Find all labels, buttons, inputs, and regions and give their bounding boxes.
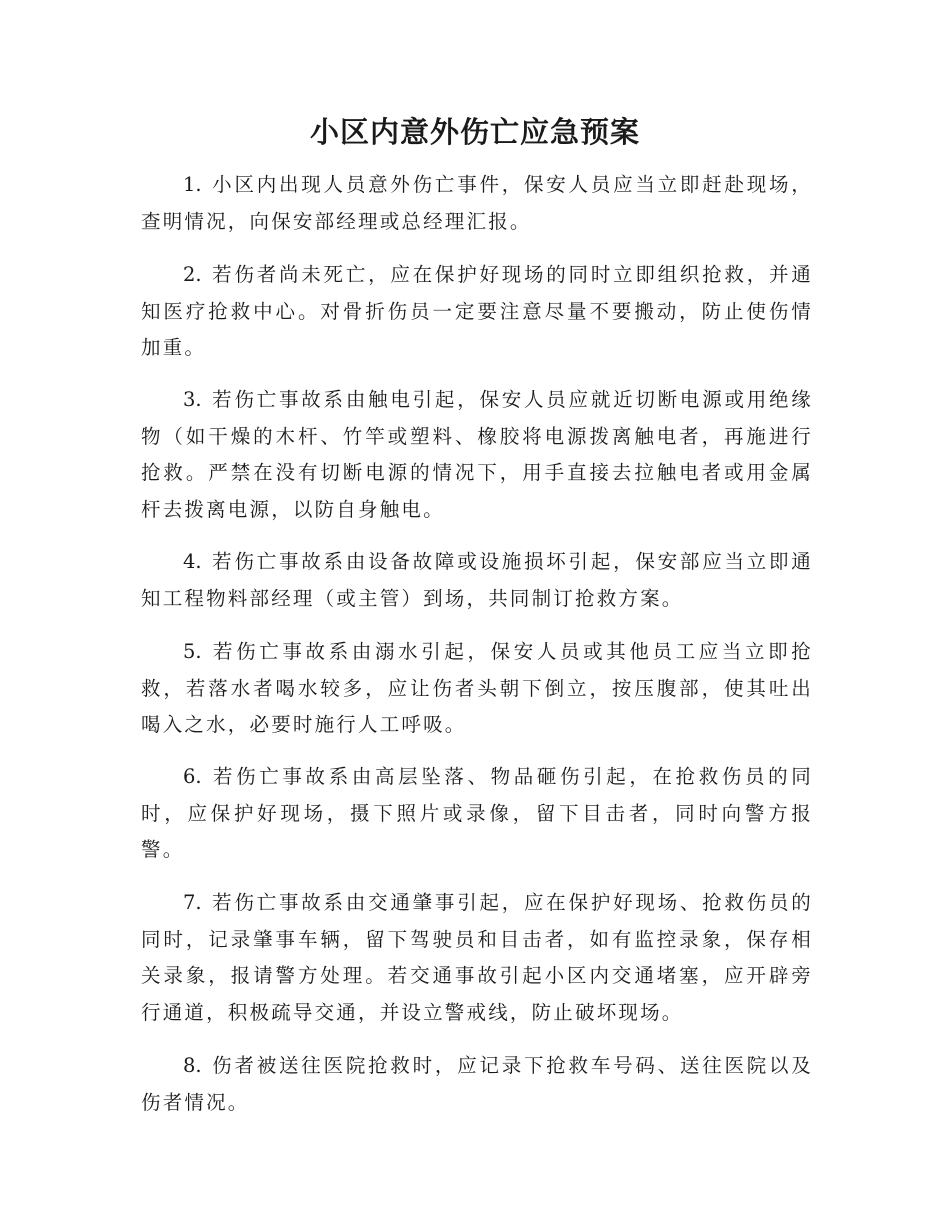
document-title: 小区内意外伤亡应急预案 (309, 115, 640, 149)
paragraph-number: 3. (183, 388, 202, 411)
paragraph-number: 7. (183, 891, 202, 914)
paragraph-number: 8. (183, 1054, 202, 1077)
paragraph-text: 若伤亡事故系由高层坠落、物品砸伤引起，在抢救伤员的同时，应保护好现场，摄下照片或录像，留下目击者，同时向警方报警。 (141, 765, 813, 861)
paragraph-number: 2. (183, 263, 202, 286)
paragraph-4 (141, 544, 813, 617)
paragraph-8 (141, 1048, 813, 1121)
paragraph-text: 若伤者尚未死亡，应在保护好现场的同时立即组织抢救，并通知医疗抢救中心。对骨折伤员一定要注意尽量不要搬动，防止使伤情加重。 (141, 263, 813, 359)
paragraph-text: 若伤亡事故系由触电引起，保安人员应就近切断电源或用绝缘物（如干燥的木杆、竹竿或塑料、橡胶将电源拨离触电者，再施进行抢救。严禁在没有切断电源的情况下，用手直接去拉触电者或用金属杆去拨离电源，以防自身触电。 (141, 388, 813, 521)
paragraph-text: 若伤亡事故系由设备故障或设施损坏引起，保安部应当立即通知工程物料部经理（或主管）到场，共同制订抢救方案。 (141, 550, 813, 610)
paragraph-number: 6. (183, 765, 202, 788)
paragraph-1 (141, 167, 813, 240)
paragraph-number: 4. (183, 550, 202, 573)
paragraph-7 (141, 885, 813, 1031)
paragraph-text: 伤者被送往医院抢救时，应记录下抢救车号码、送往医院以及伤者情况。 (141, 1054, 813, 1114)
paragraph-2 (141, 257, 813, 367)
paragraph-3 (141, 382, 813, 528)
paragraph-5 (141, 634, 813, 744)
paragraph-text: 若伤亡事故系由交通肇事引起，应在保护好现场、抢救伤员的同时，记录肇事车辆，留下驾驶员和目击者，如有监控录象，保存相关录象，报请警方处理。若交通事故引起小区内交通堵塞，应开辟旁行通道，积极疏导交通，并设立警戒线，防止破坏现场。 (141, 891, 813, 1024)
paragraph-6 (141, 759, 813, 869)
paragraph-number: 5. (183, 640, 202, 663)
paragraph-number: 1. (183, 173, 202, 196)
paragraph-text: 若伤亡事故系由溺水引起，保安人员或其他员工应当立即抢救，若落水者喝水较多，应让伤者头朝下倒立，按压腹部，使其吐出喝入之水，必要时施行人工呼吸。 (141, 640, 813, 736)
paragraph-text: 小区内出现人员意外伤亡事件，保安人员应当立即赶赴现场，查明情况，向保安部经理或总经理汇报。 (141, 173, 813, 233)
